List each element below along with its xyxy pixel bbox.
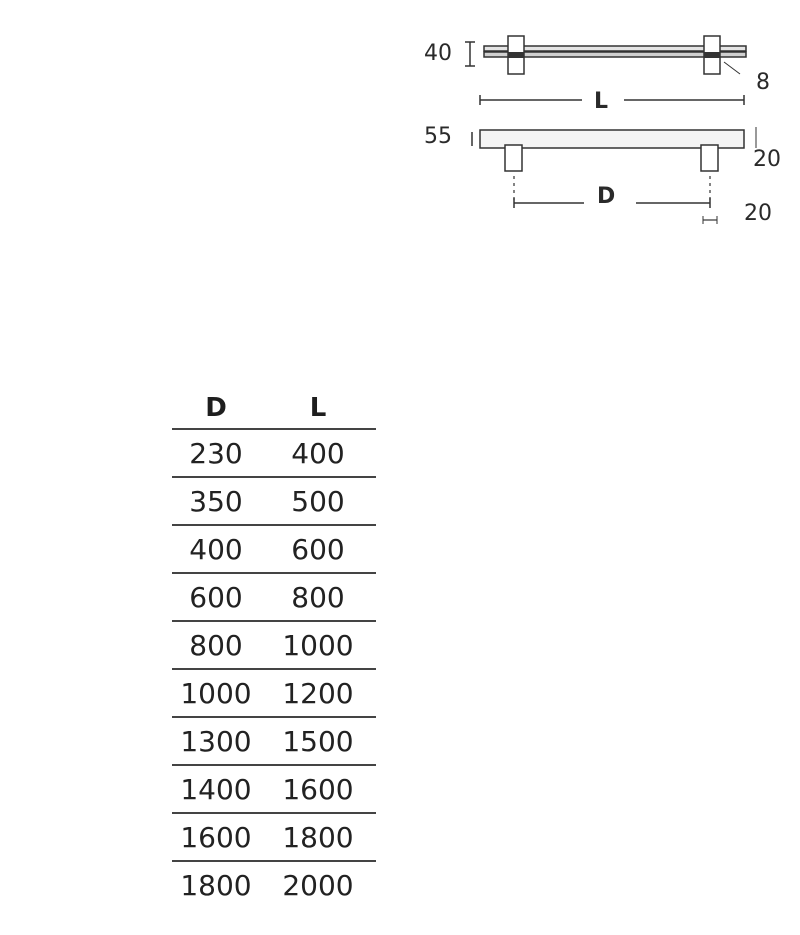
side-view-post-left (505, 145, 522, 171)
offset-20-label: 20 (753, 147, 781, 172)
thickness-8-leader (724, 62, 740, 74)
cell-D: 600 (172, 573, 260, 621)
header-D: D (172, 388, 260, 429)
table-row (172, 717, 376, 765)
table-row (172, 861, 376, 908)
header-L: L (260, 388, 376, 429)
cell-D: 230 (172, 429, 260, 477)
table-row (172, 573, 376, 621)
cell-D: 1000 (172, 669, 260, 717)
handle-technical-drawing (0, 0, 800, 260)
cell-L: 600 (260, 525, 376, 573)
table-row (172, 621, 376, 669)
table-header-row (172, 388, 376, 429)
table-row (172, 477, 376, 525)
height-55-label: 55 (424, 124, 452, 149)
cell-L: 2000 (282, 868, 354, 902)
cell-L: 1500 (260, 717, 376, 765)
thickness-8-label: 8 (756, 70, 770, 95)
table-row (172, 669, 376, 717)
distance-D-label: D (597, 184, 616, 209)
cell-L: 1600 (260, 765, 376, 813)
height-40-label: 40 (424, 41, 452, 66)
cell-D: 350 (172, 477, 260, 525)
cell-D: 1800 (180, 868, 252, 902)
cell-D: 800 (172, 621, 260, 669)
side-view (472, 127, 756, 224)
cell-L: 500 (260, 477, 376, 525)
cell-D: 1400 (172, 765, 260, 813)
table-row (172, 813, 376, 861)
table-row (172, 525, 376, 573)
cell-D: 400 (172, 525, 260, 573)
cell-L: 400 (260, 429, 376, 477)
table-row (172, 429, 376, 477)
cell-L: 800 (260, 573, 376, 621)
post-20-label: 20 (744, 201, 772, 226)
table-row (172, 765, 376, 813)
cell-D: 1300 (172, 717, 260, 765)
cell-L: 1800 (260, 813, 376, 861)
length-L-label: L (594, 89, 609, 114)
cell-L: 1000 (260, 621, 376, 669)
cell-L: 1200 (260, 669, 376, 717)
cell-D: 1600 (172, 813, 260, 861)
dimensions-table (172, 388, 376, 908)
side-view-post-right (701, 145, 718, 171)
